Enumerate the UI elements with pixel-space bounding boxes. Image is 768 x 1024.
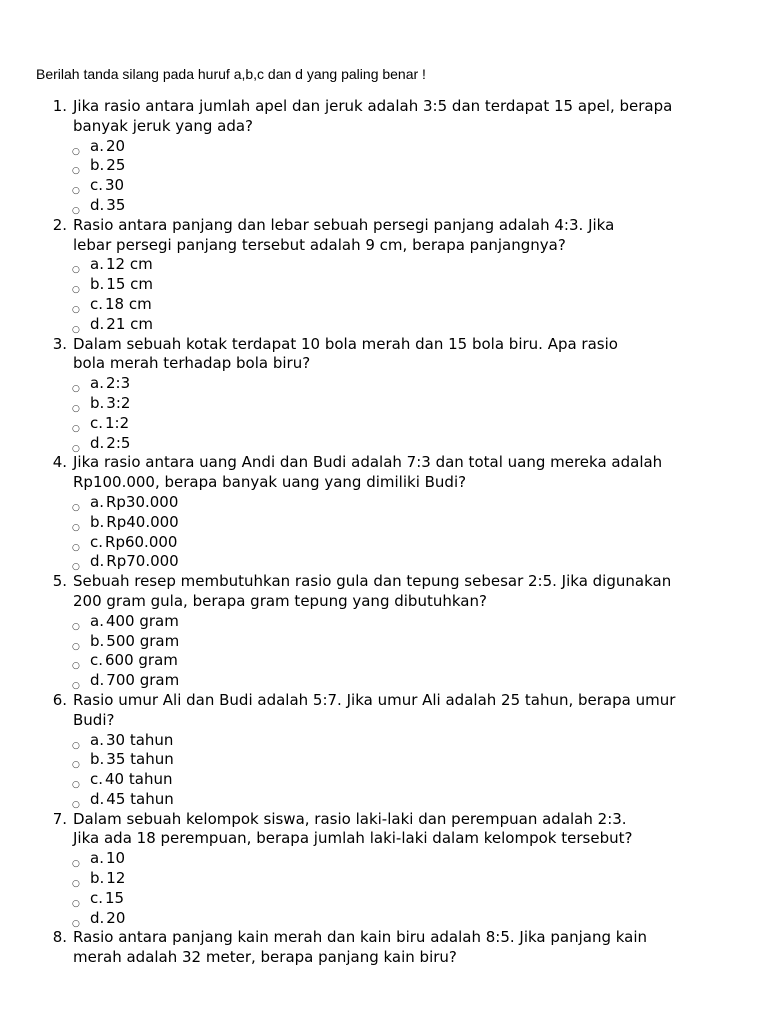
radio-circle-icon[interactable]: ○: [72, 780, 80, 791]
option-letter: d.: [90, 908, 105, 927]
radio-circle-icon[interactable]: ○: [72, 285, 80, 296]
answer-option[interactable]: [36, 750, 726, 770]
option-letter: c.: [90, 888, 104, 907]
option-value: Rp70.000: [106, 552, 179, 571]
answer-option[interactable]: [36, 632, 726, 652]
option-letter: b.: [90, 869, 105, 888]
answer-option[interactable]: [36, 612, 726, 632]
question-number: 1.: [52, 97, 67, 115]
option-letter: b.: [90, 156, 105, 175]
radio-circle-icon[interactable]: ○: [72, 681, 80, 692]
option-letter: c.: [90, 413, 104, 432]
option-letter: a.: [90, 136, 104, 155]
question-number: 6.: [52, 690, 67, 709]
option-list: [36, 849, 726, 928]
question-text-line: Rasio umur Ali dan Budi adalah 5:7. Jika umur Ali adalah 25 tahun, berapa umur: [73, 690, 676, 709]
option-letter: b.: [90, 631, 105, 650]
option-value: 15 cm: [106, 275, 154, 294]
option-letter: d.: [90, 789, 105, 808]
question-item: [36, 928, 726, 968]
radio-circle-icon[interactable]: ○: [72, 621, 80, 632]
option-letter: b.: [90, 512, 105, 531]
question-text-line: 200 gram gula, berapa gram tepung yang dibutuhkan?: [73, 591, 487, 610]
question-number: 8.: [52, 928, 67, 947]
answer-option[interactable]: [36, 790, 726, 810]
question-text: [73, 453, 726, 493]
radio-circle-icon[interactable]: ○: [72, 146, 80, 157]
option-letter: b.: [90, 750, 105, 769]
radio-circle-icon[interactable]: ○: [72, 384, 80, 395]
answer-option[interactable]: [36, 137, 726, 157]
answer-option[interactable]: [36, 275, 726, 295]
radio-circle-icon[interactable]: ○: [72, 166, 80, 177]
option-letter: c.: [90, 770, 104, 789]
option-value: 12 cm: [105, 255, 153, 274]
question-text: [73, 572, 726, 612]
option-letter: d.: [90, 195, 105, 214]
answer-option[interactable]: [36, 255, 726, 275]
question-text-line: merah adalah 32 meter, berapa panjang kain biru?: [73, 948, 457, 967]
option-value: 600 gram: [105, 651, 178, 670]
answer-option[interactable]: [36, 869, 726, 889]
question-text-line: Rasio antara panjang dan lebar sebuah persegi panjang adalah 4:3. Jika: [73, 215, 615, 234]
answer-option[interactable]: [36, 493, 726, 513]
option-value: 18 cm: [105, 294, 152, 313]
answer-option[interactable]: [36, 295, 726, 315]
radio-circle-icon[interactable]: ○: [72, 740, 80, 751]
option-value: Rp60.000: [105, 532, 178, 551]
answer-option[interactable]: [36, 513, 726, 533]
question-text-line: Jika rasio antara jumlah apel dan jeruk adalah 3:5 dan terdapat 15 apel, berapa: [73, 97, 673, 115]
radio-circle-icon[interactable]: ○: [72, 918, 80, 929]
radio-circle-icon[interactable]: ○: [72, 403, 80, 414]
option-letter: c.: [90, 176, 104, 195]
option-value: 40 tahun: [105, 770, 173, 789]
option-value: 20: [105, 136, 126, 155]
option-value: 30 tahun: [105, 730, 174, 749]
question-text: [73, 810, 726, 850]
answer-option[interactable]: [36, 315, 726, 335]
option-list: [36, 493, 726, 572]
option-letter: d.: [90, 671, 105, 690]
option-value: 2:5: [106, 433, 131, 452]
option-letter: c.: [90, 532, 104, 551]
option-value: 35: [106, 195, 126, 214]
question-text-line: banyak jeruk yang ada?: [73, 116, 253, 135]
question-text: [73, 97, 726, 137]
option-value: 15: [105, 888, 125, 907]
option-value: 1:2: [105, 413, 130, 432]
option-value: 30: [105, 176, 125, 195]
option-value: Rp40.000: [106, 512, 179, 531]
option-letter: c.: [90, 651, 104, 670]
option-value: 35 tahun: [106, 750, 174, 769]
option-value: 45 tahun: [106, 789, 174, 808]
answer-option[interactable]: [36, 414, 726, 434]
option-letter: a.: [90, 849, 104, 868]
radio-circle-icon[interactable]: ○: [72, 879, 80, 890]
option-letter: a.: [90, 730, 104, 749]
option-list: [36, 612, 726, 691]
question-text-line: Sebuah resep membutuhkan rasio gula dan tepung sebesar 2:5. Jika digunakan: [73, 572, 672, 591]
option-letter: d.: [90, 314, 105, 333]
answer-option[interactable]: [36, 552, 726, 572]
question-text-line: Jika ada 18 perempuan, berapa jumlah laki-laki dalam kelompok tersebut?: [73, 829, 633, 848]
answer-option[interactable]: [36, 731, 726, 751]
option-value: 10: [105, 849, 126, 868]
radio-circle-icon[interactable]: ○: [72, 502, 80, 513]
option-value: 500 gram: [106, 631, 180, 650]
option-list: [36, 255, 726, 334]
radio-circle-icon[interactable]: ○: [72, 324, 80, 335]
question-text-line: Rp100.000, berapa banyak uang yang dimiliki Budi?: [73, 473, 467, 492]
option-letter: a.: [90, 611, 104, 630]
question-item: [36, 453, 726, 572]
question-text-line: Jika rasio antara uang Andi dan Budi adalah 7:3 dan total uang mereka adalah: [73, 453, 663, 472]
question-row: [36, 928, 726, 968]
question-row: [36, 572, 726, 612]
answer-option[interactable]: [36, 533, 726, 553]
option-value: 400 gram: [105, 611, 179, 630]
question-item: [36, 216, 726, 335]
question-item: [36, 691, 726, 810]
question-row: [36, 335, 726, 375]
answer-option[interactable]: [36, 671, 726, 691]
answer-option[interactable]: [36, 156, 726, 176]
option-value: 20: [106, 908, 126, 927]
answer-option[interactable]: [36, 434, 726, 454]
question-row: [36, 453, 726, 493]
radio-circle-icon[interactable]: ○: [72, 304, 80, 315]
answer-option[interactable]: [36, 196, 726, 216]
option-value: 3:2: [106, 393, 131, 412]
question-row: [36, 216, 726, 256]
question-text: [73, 928, 726, 968]
radio-circle-icon[interactable]: ○: [72, 423, 80, 434]
radio-circle-icon[interactable]: ○: [72, 186, 80, 197]
answer-option[interactable]: [36, 889, 726, 909]
question-text: [73, 216, 726, 256]
question-number: 2.: [52, 215, 67, 234]
option-value: 25: [106, 156, 126, 175]
radio-circle-icon[interactable]: ○: [72, 859, 80, 870]
question-item: [36, 810, 726, 929]
answer-option[interactable]: [36, 176, 726, 196]
question-row: [36, 97, 726, 137]
question-list: [36, 97, 726, 968]
answer-option[interactable]: [36, 909, 726, 929]
question-item: [36, 97, 726, 216]
radio-circle-icon[interactable]: ○: [72, 522, 80, 533]
instruction-text: Berilah tanda silang pada huruf a,b,c dan d yang paling benar !: [36, 66, 426, 82]
option-letter: b.: [90, 393, 105, 412]
option-value: 21 cm: [106, 314, 154, 333]
question-number: 3.: [52, 334, 67, 353]
radio-circle-icon[interactable]: ○: [72, 760, 80, 771]
radio-circle-icon[interactable]: ○: [72, 641, 80, 652]
answer-option[interactable]: [36, 374, 726, 394]
radio-circle-icon[interactable]: ○: [72, 443, 80, 454]
radio-circle-icon[interactable]: ○: [72, 898, 80, 909]
option-letter: d.: [90, 552, 105, 571]
question-text-line: bola merah terhadap bola biru?: [73, 354, 311, 373]
radio-circle-icon[interactable]: ○: [72, 265, 80, 276]
option-value: Rp30.000: [105, 492, 179, 511]
radio-circle-icon[interactable]: ○: [72, 205, 80, 216]
question-number: 4.: [52, 453, 67, 472]
radio-circle-icon[interactable]: ○: [72, 661, 80, 672]
question-number: 5.: [52, 572, 67, 591]
question-text-line: Budi?: [73, 710, 115, 729]
question-number: 7.: [52, 809, 67, 828]
option-letter: a.: [90, 255, 104, 274]
radio-circle-icon[interactable]: ○: [72, 562, 80, 573]
option-letter: d.: [90, 433, 105, 452]
answer-option[interactable]: [36, 770, 726, 790]
question-item: [36, 335, 726, 454]
answer-option[interactable]: [36, 651, 726, 671]
question-text: [73, 335, 726, 375]
option-letter: a.: [90, 374, 104, 393]
answer-option[interactable]: [36, 394, 726, 414]
question-text-line: Rasio antara panjang kain merah dan kain biru adalah 8:5. Jika panjang kain: [73, 928, 648, 947]
radio-circle-icon[interactable]: ○: [72, 799, 80, 810]
question-text-line: Dalam sebuah kotak terdapat 10 bola merah dan 15 bola biru. Apa rasio: [73, 334, 618, 353]
option-value: 2:3: [105, 374, 131, 393]
option-list: [36, 137, 726, 216]
option-value: 700 gram: [106, 671, 180, 690]
question-row: [36, 691, 726, 731]
option-value: 12: [106, 869, 126, 888]
question-row: [36, 810, 726, 850]
question-text-line: lebar persegi panjang tersebut adalah 9 cm, berapa panjangnya?: [73, 235, 566, 254]
answer-option[interactable]: [36, 849, 726, 869]
option-list: [36, 731, 726, 810]
option-letter: a.: [90, 492, 104, 511]
question-text: [73, 691, 726, 731]
option-letter: c.: [90, 294, 104, 313]
option-list: [36, 374, 726, 453]
question-item: [36, 572, 726, 691]
option-letter: b.: [90, 275, 105, 294]
radio-circle-icon[interactable]: ○: [72, 542, 80, 553]
question-text-line: Dalam sebuah kelompok siswa, rasio laki-laki dan perempuan adalah 2:3.: [73, 809, 627, 828]
